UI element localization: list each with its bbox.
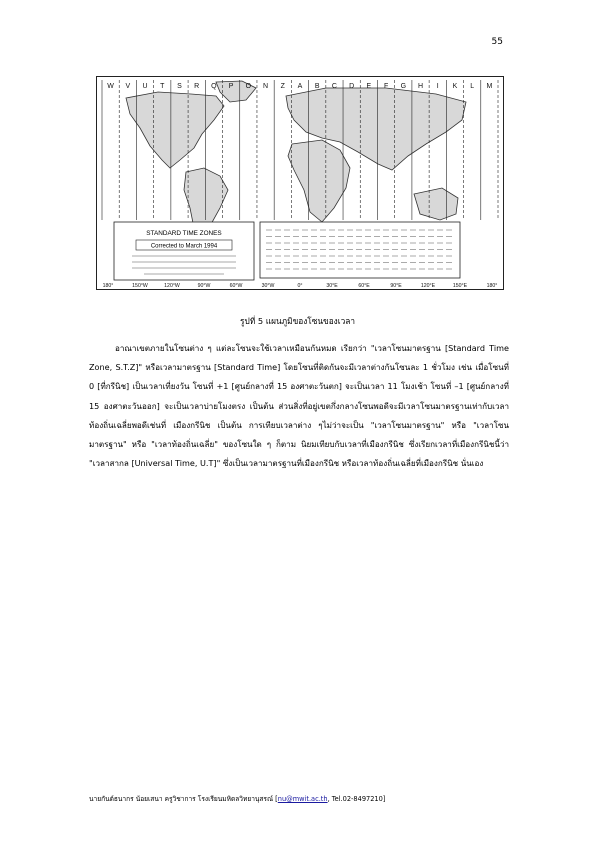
zone-letter: L	[470, 83, 475, 90]
zone-letter: D	[349, 83, 355, 90]
zone-letter: V	[125, 83, 131, 90]
legend-title: STANDARD TIME ZONES	[146, 230, 222, 237]
zone-letter: U	[142, 83, 148, 90]
longitude-label: 90°W	[197, 283, 211, 289]
zone-letter: Z	[280, 83, 285, 90]
time-zone-map	[96, 76, 504, 290]
zone-letter: I	[436, 83, 439, 90]
zone-letter: W	[107, 83, 114, 90]
footer-email-link[interactable]: nu@mwit.ac.th	[277, 795, 328, 803]
zone-letter: G	[400, 83, 407, 90]
body-paragraph: อาณาเขตภายในโซนต่าง ๆ แต่ละโซนจะใช้เวลาเหมือนกันหมด เรียกว่า "เวลาโซนมาตรฐาน [Standard Time Zone, S.T.Z]" หรือเวลามาตรฐาน [Standard Time] โดยโซนที่ติดกันจะมีเวลาต่างกันโซนละ 1 ชั่วโมง เช่น เมื่อโซนที่ 0 [ที่กรีนิช] เป็นเวลาเที่ยงวัน โซนที่ +1 [ศูนย์กลางที่ 15 องศาตะวันตก] จะเป็นเวลา 11 โมงเช้า โซนที่ –1 [ศูนย์กลางที่ 15 องศาตะวันออก] จะเป็นเวลาบ่ายโมงตรง เป็นต้น ส่วนสิ่งที่อยู่เขตกึ่งกลางโซนพอดีจะมีเวลาโซนมาตรฐานเท่ากับเวลาท้องถิ่นเฉลี่ยพอดีเช่นที่ เมืองกรีนิช เป็นต้น การเทียบเวลาต่าง ๆไม่ว่าจะเป็น "เวลาโซนมาตรฐาน" หรือ "เวลาโซน มาตรฐาน" หรือ "เวลาท้องถิ่นเฉลี่ย" ของโซนใด ๆ ก็ตาม นิยมเทียบกับเวลาที่เมืองกรีนิช ซึ่งเรียกเวลาที่เมืองกรีนิชนี้ว่า "เวลาสากล [Universal Time, U.T]" ซึ่งเป็นเวลามาตรฐานที่เมืองกรีนิช หรือเวลาท้องถิ่นเฉลี่ยที่เมืองกรีนิช นั่นเอง	[89, 343, 509, 469]
zone-letter: O	[245, 83, 252, 90]
longitude-label: 90°E	[390, 283, 402, 289]
zone-letter: H	[417, 83, 424, 90]
footer-phone: , Tel.02-8497210]	[327, 795, 386, 803]
longitude-label: 120°E	[420, 283, 436, 289]
longitude-label: 30°E	[326, 283, 338, 289]
longitude-label: 60°E	[358, 283, 370, 289]
zone-letter: N	[263, 83, 269, 90]
zone-letter: R	[194, 83, 200, 90]
longitude-label: 0°	[297, 283, 303, 289]
footer-author: นายกันต์ธนากร น้อยเสนา ครูวิชาการ โรงเรียนมหิดลวิทยานุสรณ์ [	[89, 795, 278, 803]
zone-letter: K	[452, 83, 458, 90]
time-offset-table	[260, 222, 460, 278]
zone-letter: B	[314, 83, 320, 90]
body-text	[89, 339, 509, 473]
longitude-label: 120°W	[164, 283, 180, 289]
zone-letter: A	[297, 83, 303, 90]
longitude-label: 60°W	[229, 283, 243, 289]
standard-time-zones-legend	[114, 222, 254, 280]
longitude-label: 180°	[102, 283, 114, 289]
longitude-label: 150°E	[452, 283, 468, 289]
zone-letter: E	[366, 83, 372, 90]
zone-letter: P	[228, 83, 234, 90]
zone-letter: T	[160, 83, 165, 90]
longitude-label: 30°W	[261, 283, 275, 289]
zone-letter: C	[331, 83, 337, 90]
footer	[89, 793, 385, 804]
figure-caption: รูปที่ 5 แผนภูมิของโซนของเวลา	[240, 316, 355, 326]
time-zone-map-graphic	[96, 76, 504, 290]
zone-letter: Q	[211, 83, 217, 90]
page-number: 55	[491, 37, 503, 47]
longitude-label: 150°W	[132, 283, 148, 289]
zone-letter: S	[177, 83, 182, 90]
legend-subtitle: Corrected to March 1994	[150, 243, 218, 250]
longitude-label: 180°	[486, 283, 498, 289]
zone-letter: M	[486, 83, 493, 90]
zone-letter: F	[383, 83, 389, 90]
